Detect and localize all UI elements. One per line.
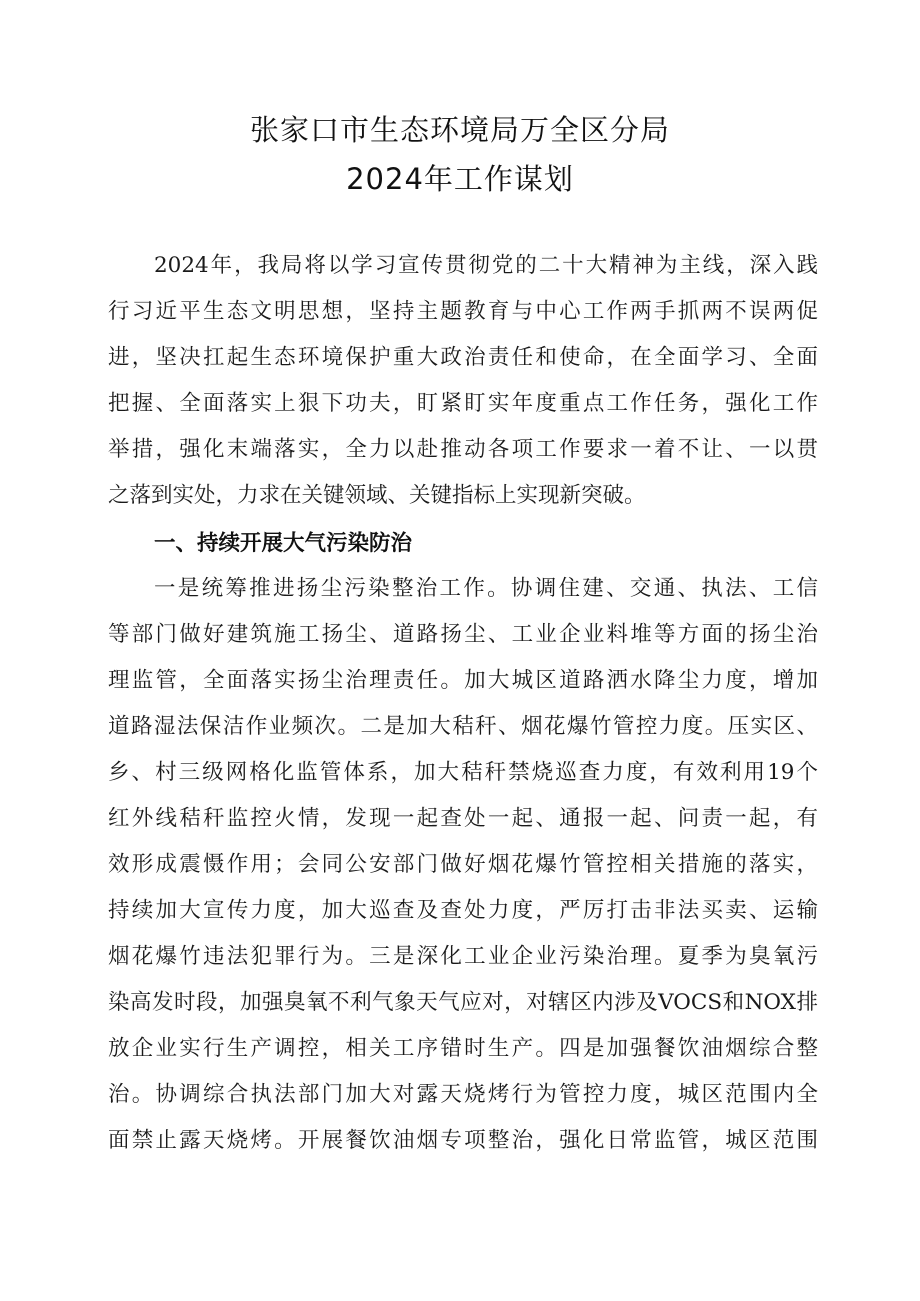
body-line: 乡、村三级网格化监管体系，加大秸秆禁烧巡查力度，有效利用19个	[108, 760, 818, 785]
intro-line: 进，坚决扛起生态环境保护重大政治责任和使命，在全面学习、全面	[108, 345, 818, 370]
body-line: 效形成震慑作用；会同公安部门做好烟花爆竹管控相关措施的落实，	[108, 852, 818, 877]
document-title-line1: 张家口市生态环境局万全区分局	[249, 113, 670, 147]
body-line: 烟花爆竹违法犯罪行为。三是深化工业企业污染治理。夏季为臭氧污	[108, 944, 818, 969]
body-line: 持续加大宣传力度，加大巡查及查处力度，严厉打击非法买卖、运输	[108, 898, 818, 923]
intro-line: 行习近平生态文明思想，坚持主题教育与中心工作两手抓两不误两促	[108, 299, 818, 324]
intro-line: 举措，强化末端落实，全力以赴推动各项工作要求一着不让、一以贯	[108, 437, 818, 462]
body-line: 治。协调综合执法部门加大对露天烧烤行为管控力度，城区范围内全	[108, 1082, 818, 1107]
body-line: 红外线秸秆监控火情，发现一起查处一起、通报一起、问责一起，有	[108, 806, 818, 831]
document-title-line2: 2024年工作谋划	[346, 162, 574, 196]
intro-line: 把握、全面落实上狠下功夫，盯紧盯实年度重点工作任务，强化工作	[108, 391, 818, 416]
body-line: 面禁止露天烧烤。开展餐饮油烟专项整治，强化日常监管，城区范围	[108, 1128, 818, 1153]
intro-line: 之落到实处，力求在关键领域、关键指标上实现新突破。	[108, 483, 646, 508]
body-line: 染高发时段，加强臭氧不利气象天气应对，对辖区内涉及VOCS和NOX排	[108, 990, 818, 1015]
section-heading: 一、持续开展大气污染防治	[154, 531, 413, 556]
body-line: 道路湿法保洁作业频次。二是加大秸秆、烟花爆竹管控力度。压实区、	[108, 714, 818, 739]
body-line: 等部门做好建筑施工扬尘、道路扬尘、工业企业料堆等方面的扬尘治	[108, 622, 818, 647]
body-line: 一是统筹推进扬尘污染整治工作。协调住建、交通、执法、工信	[154, 576, 818, 601]
intro-line: 2024年，我局将以学习宣传贯彻党的二十大精神为主线，深入践	[154, 253, 818, 278]
body-line: 放企业实行生产调控，相关工序错时生产。四是加强餐饮油烟综合整	[108, 1036, 818, 1061]
body-line: 理监管，全面落实扬尘治理责任。加大城区道路洒水降尘力度，增加	[108, 668, 818, 693]
